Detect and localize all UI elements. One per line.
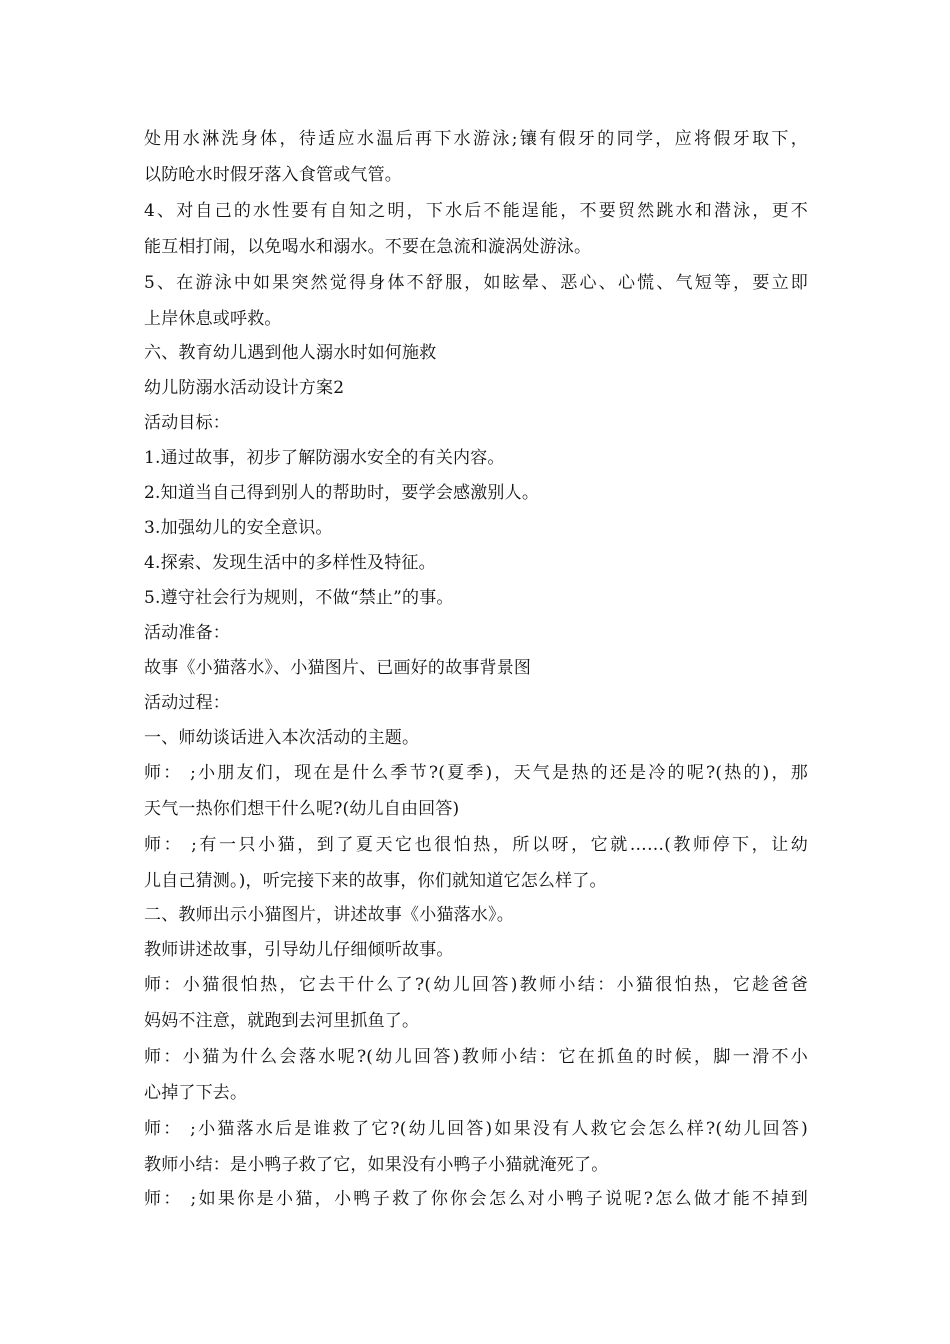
text-line: 处用水淋洗身体，待适应水温后再下水游泳;镶有假牙的同学，应将假牙取下， bbox=[144, 129, 808, 149]
text-line: 心掉了下去。 bbox=[144, 1083, 248, 1103]
text-line: 师： ;有一只小猫，到了夏天它也很怕热，所以呀，它就……(教师停下，让幼 bbox=[144, 835, 808, 855]
text-line: 5、在游泳中如果突然觉得身体不舒服，如眩晕、恶心、心慌、气短等，要立即 bbox=[144, 273, 808, 293]
text-line: 教师小结：是小鸭子救了它，如果没有小鸭子小猫就淹死了。 bbox=[144, 1155, 609, 1175]
text-line: 师： ;如果你是小猫，小鸭子救了你你会怎么对小鸭子说呢?怎么做才能不掉到 bbox=[144, 1189, 808, 1209]
document-title: 幼儿防溺水活动设计方案2 bbox=[144, 378, 345, 398]
list-item: 2.知道当自己得到别人的帮助时，要学会感激别人。 bbox=[144, 483, 540, 503]
section-heading: 一、师幼谈话进入本次活动的主题。 bbox=[144, 728, 420, 748]
section-heading: 活动准备： bbox=[144, 623, 230, 643]
text-line: 天气一热你们想干什么呢?(幼儿自由回答) bbox=[144, 799, 460, 819]
text-line: 故事《小猫落水》、小猫图片、已画好的故事背景图 bbox=[144, 658, 532, 678]
text-line: 师：小猫很怕热，它去干什么了?(幼儿回答)教师小结：小猫很怕热，它趁爸爸 bbox=[144, 975, 808, 995]
list-item: 5.遵守社会行为规则，不做“禁止”的事。 bbox=[144, 588, 454, 608]
text-line: 师： ;小猫落水后是谁救了它?(幼儿回答)如果没有人救它会怎么样?(幼儿回答) bbox=[144, 1119, 808, 1139]
text-line: 儿自己猜测。)，听完接下来的故事，你们就知道它怎么样了。 bbox=[144, 871, 607, 891]
text-line: 师：小猫为什么会落水呢?(幼儿回答)教师小结：它在抓鱼的时候，脚一滑不小 bbox=[144, 1047, 808, 1067]
section-heading: 二、教师出示小猫图片，讲述故事《小猫落水》。 bbox=[144, 905, 514, 925]
text-line: 教师讲述故事，引导幼儿仔细倾听故事。 bbox=[144, 940, 454, 960]
text-line: 以防呛水时假牙落入食管或气管。 bbox=[144, 165, 402, 185]
text-line: 上岸休息或呼救。 bbox=[144, 309, 282, 329]
text-line: 4、对自己的水性要有自知之明，下水后不能逞能，不要贸然跳水和潜泳，更不 bbox=[144, 201, 808, 221]
list-item: 4.探索、发现生活中的多样性及特征。 bbox=[144, 553, 436, 573]
list-item: 3.加强幼儿的安全意识。 bbox=[144, 518, 333, 538]
section-heading: 六、教育幼儿遇到他人溺水时如何施救 bbox=[144, 343, 437, 363]
list-item: 1.通过故事，初步了解防溺水安全的有关内容。 bbox=[144, 448, 505, 468]
section-heading: 活动过程： bbox=[144, 693, 230, 713]
text-line: 师： ;小朋友们，现在是什么季节?(夏季)，天气是热的还是冷的呢?(热的)，那 bbox=[144, 763, 808, 783]
text-line: 能互相打闹，以免喝水和溺水。不要在急流和漩涡处游泳。 bbox=[144, 237, 592, 257]
section-heading: 活动目标： bbox=[144, 413, 230, 433]
text-line: 妈妈不注意，就跑到去河里抓鱼了。 bbox=[144, 1011, 420, 1031]
